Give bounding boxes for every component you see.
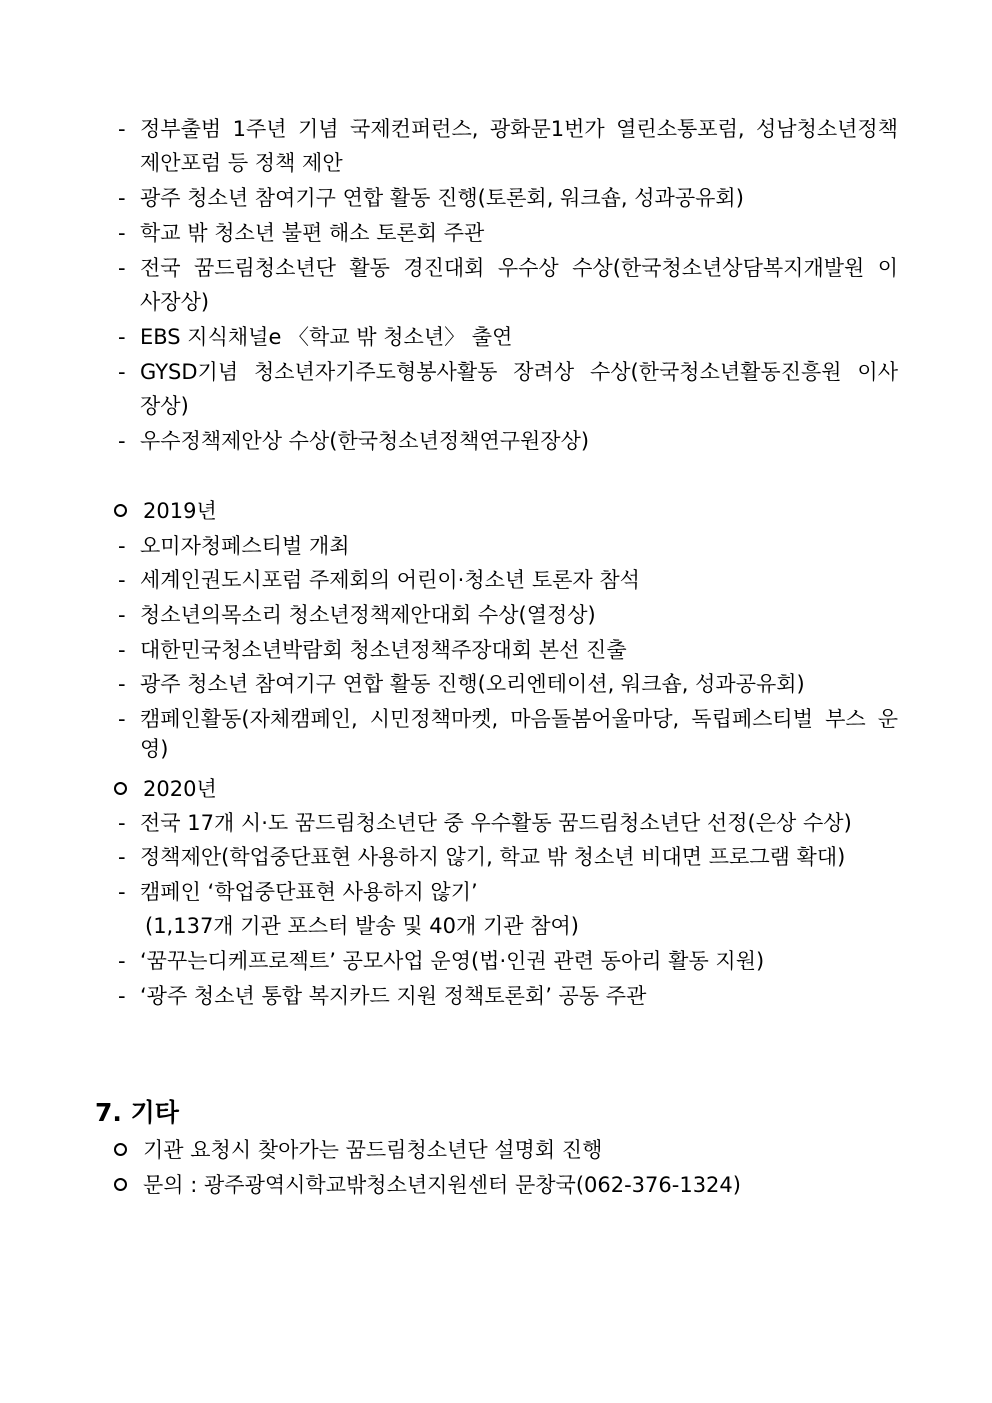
list-item: 정책제안(학업중단표현 사용하지 않기, 학교 밖 청소년 비대면 프로그램 확대) <box>140 845 846 869</box>
list-item: 캠페인 ‘학업중단표현 사용하지 않기’ <box>140 880 478 904</box>
bullet-dash: - <box>118 360 126 384</box>
bullet-dash: - <box>118 568 126 592</box>
list-item: 오미자청페스티벌 개최 <box>140 534 350 558</box>
year-heading-2020: 2020년 <box>143 777 217 801</box>
bullet-dash: - <box>118 672 126 696</box>
list-item: 캠페인활동(자체캠페인, 시민정책마켓, 마음돌봄어울마당, 독립페스티벌 부스 운영) <box>140 707 898 761</box>
list-item-continuation: (1,137개 기관 포스터 발송 및 40개 기관 참여) <box>145 914 579 938</box>
bullet-dash: - <box>118 984 126 1008</box>
bullet-dash: - <box>118 949 126 973</box>
list-item: 정부출범 1주년 기념 국제컨퍼런스, 광화문1번가 열린소통포럼, 성남청소년정책 <box>140 117 898 141</box>
list-item: 광주 청소년 참여기구 연합 활동 진행(오리엔테이션, 워크숍, 성과공유회) <box>140 672 805 696</box>
list-item: 우수정책제안상 수상(한국청소년정책연구원장상) <box>140 429 590 453</box>
contact-info: 문의 : 광주광역시학교밖청소년지원센터 문창국(062-376-1324) <box>143 1173 741 1197</box>
circle-bullet-icon <box>114 1178 127 1191</box>
bullet-dash: - <box>118 256 126 280</box>
list-item: 광주 청소년 참여기구 연합 활동 진행(토론회, 워크숍, 성과공유회) <box>140 186 744 210</box>
bullet-dash: - <box>118 325 126 349</box>
bullet-dash: - <box>118 707 126 731</box>
list-item: 전국 꿈드림청소년단 활동 경진대회 우수상 수상(한국청소년상담복지개발원 이 <box>140 256 898 280</box>
list-item: EBS 지식채널e 〈학교 밖 청소년〉 출연 <box>140 325 513 349</box>
bullet-dash: - <box>118 845 126 869</box>
bullet-dash: - <box>118 603 126 627</box>
bullet-dash: - <box>118 117 126 141</box>
list-item: GYSD기념 청소년자기주도형봉사활동 장려상 수상(한국청소년활동진흥원 이사 <box>140 360 898 384</box>
section-title: 7. 기타 <box>95 1098 179 1127</box>
list-item: 청소년의목소리 청소년정책제안대회 수상(열정상) <box>140 603 596 627</box>
bullet-dash: - <box>118 638 126 662</box>
bullet-dash: - <box>118 811 126 835</box>
list-item: 학교 밖 청소년 불편 해소 토론회 주관 <box>140 221 485 245</box>
year-heading-2019: 2019년 <box>143 499 217 523</box>
circle-bullet-icon <box>114 1143 127 1156</box>
bullet-dash: - <box>118 221 126 245</box>
list-item: ‘광주 청소년 통합 복지카드 지원 정책토론회’ 공동 주관 <box>140 984 647 1008</box>
list-item: 전국 17개 시·도 꿈드림청소년단 중 우수활동 꿈드림청소년단 선정(은상 수상) <box>140 811 852 835</box>
bullet-dash: - <box>118 534 126 558</box>
circle-bullet-icon <box>114 504 127 517</box>
bullet-dash: - <box>118 429 126 453</box>
list-item: 세계인권도시포럼 주제회의 어린이·청소년 토론자 참석 <box>140 568 640 592</box>
circle-bullet-icon <box>114 782 127 795</box>
list-item-continuation: 제안포럼 등 정책 제안 <box>140 151 343 175</box>
info-item: 기관 요청시 찾아가는 꿈드림청소년단 설명회 진행 <box>143 1138 603 1162</box>
list-item-continuation: 사장상) <box>140 290 210 314</box>
bullet-dash: - <box>118 186 126 210</box>
bullet-dash: - <box>118 880 126 904</box>
list-item: 대한민국청소년박람회 청소년정책주장대회 본선 진출 <box>140 638 627 662</box>
list-item-continuation: 장상) <box>140 394 189 418</box>
list-item: ‘꿈꾸는디케프로젝트’ 공모사업 운영(법·인권 관련 동아리 활동 지원) <box>140 949 765 973</box>
